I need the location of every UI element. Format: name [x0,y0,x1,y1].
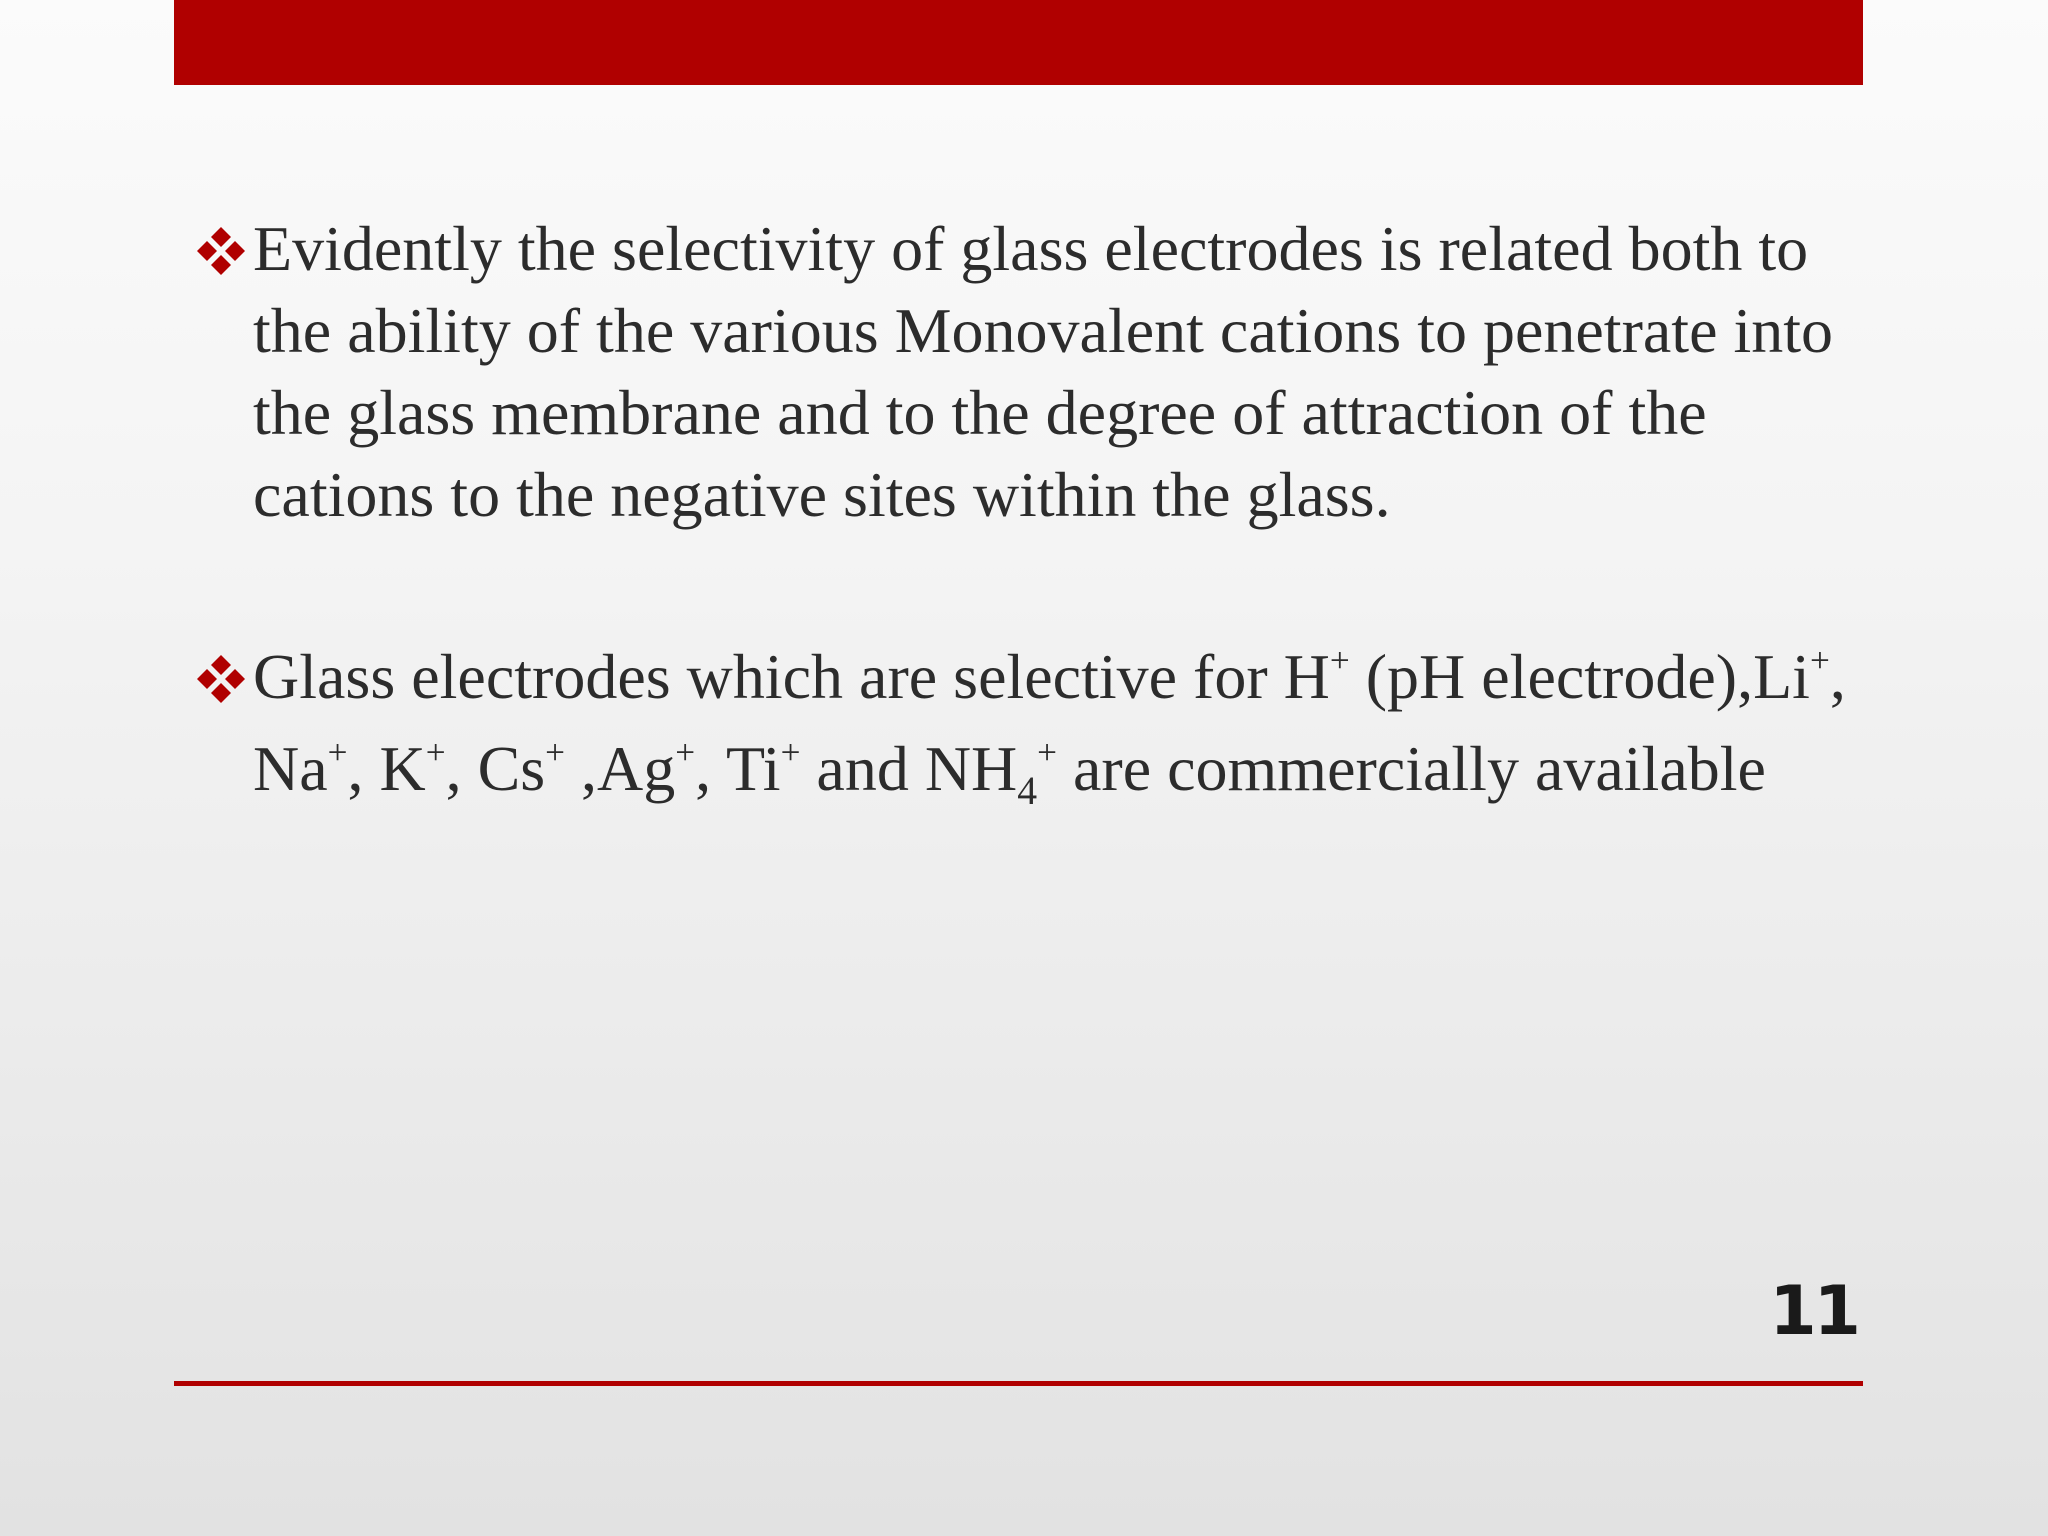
ion-charge-nh4: + [1037,732,1057,772]
separator: , [1829,641,1846,712]
text-lead: Glass electrodes which are selective for H [253,641,1330,712]
bullet-item-1 [194,208,1874,536]
ion-k: K [379,733,426,804]
bullet-list [194,208,1874,820]
separator: , [347,733,380,804]
text-tail: are commercially available [1056,733,1766,804]
bullet-item-2 [194,636,1874,820]
ion-charge-ti: + [780,732,801,772]
separator: , [695,733,726,804]
ion-charge-h: + [1329,640,1350,680]
text-and-nh: and NH [800,733,1018,804]
ion-ag: Ag [597,733,676,804]
separator: , [565,733,598,804]
ion-charge-ag: + [675,732,696,772]
separator: , [445,733,478,804]
ion-ti: Ti [725,733,781,804]
slide-number: 11 [1769,1272,1858,1351]
top-accent-bar [174,0,1863,85]
ion-charge-li: + [1809,640,1830,680]
ion-na: Na [253,733,328,804]
diamond-cluster-icon [194,224,248,278]
bullet-text-2 [253,640,1846,813]
ion-charge-cs: + [545,732,566,772]
text-ph-electrode: (pH electrode),Li [1349,641,1810,712]
ion-charge-na: + [327,732,348,772]
ion-cs: Cs [477,733,546,804]
diamond-cluster-icon [194,652,248,706]
ion-charge-k: + [425,732,446,772]
bottom-accent-rule [174,1381,1863,1386]
ion-subscript-nh4: 4 [1017,768,1038,813]
bullet-text-1: Evidently the selectivity of glass electrodes is related both to the ability of the various Monovalent cations to penetrate into the glass membrane and to the degree of attraction of the cations to the negative sites within the glass. [253,213,1834,530]
